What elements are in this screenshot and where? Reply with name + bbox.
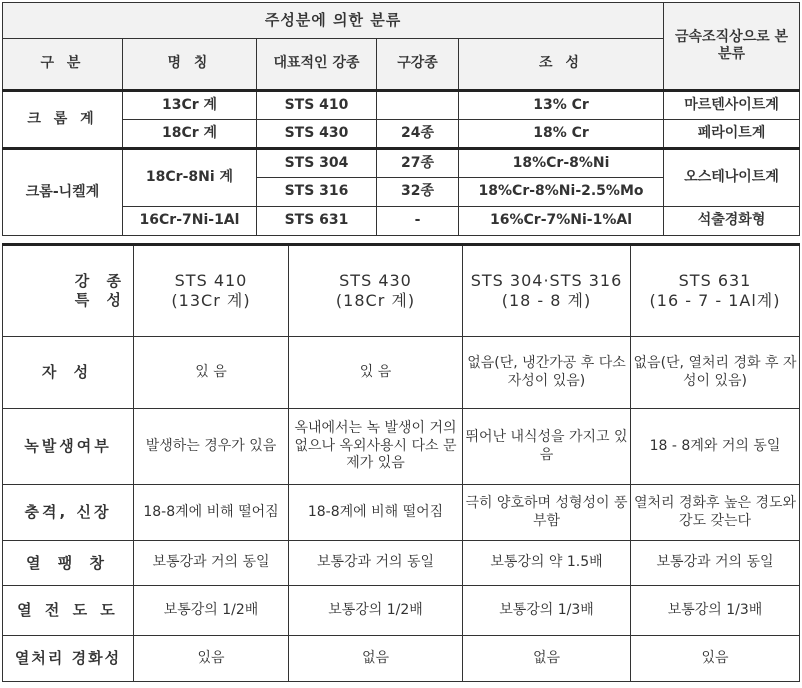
grade-code: STS 304·STS 316 [470,271,623,290]
grade-code: STS 631 [678,271,752,290]
row-grade: STS 316 [257,178,377,207]
header-composition: 조 성 [459,39,664,91]
corner-property-label: 특 성 [74,291,127,309]
header-old-grade: 구강종 [377,39,459,91]
property-cell: 보통강과 거의 동일 [134,541,289,586]
property-cell: 옥내에서는 녹 발생이 거의 없으나 옥외사용시 다소 문제가 있음 [289,409,463,485]
property-cell: 보통강의 1/3배 [463,586,631,636]
row-composition: 18%Cr-8%Ni [459,149,664,178]
row-composition: 18% Cr [459,120,664,149]
row-metal-class: 페라이트계 [664,120,800,149]
header-name: 명 칭 [123,39,257,91]
row-old-grade: 27종 [377,149,459,178]
row-grade: STS 410 [257,91,377,120]
row-composition: 18%Cr-8%Ni-2.5%Mo [459,178,664,207]
property-cell: 보통강의 1/2배 [289,586,463,636]
property-cell: 발생하는 경우가 있음 [134,409,289,485]
property-cell: 열처리 경화후 높은 경도와 강도 갖는다 [631,485,800,541]
grade-header [289,245,463,337]
row-grade: STS 430 [257,120,377,149]
property-label: 충격, 신장 [3,485,134,541]
row-old-grade: 24종 [377,120,459,149]
row-old-grade: 32종 [377,178,459,207]
property-label: 녹발생여부 [3,409,134,485]
row-grade: STS 631 [257,207,377,236]
grade-header [463,245,631,337]
grade-series: (16 - 7 - 1Al계) [649,291,781,310]
property-cell: 있음 [134,636,289,682]
grade-header [631,245,800,337]
property-cell: 보통강과 거의 동일 [289,541,463,586]
row-grade: STS 304 [257,149,377,178]
property-cell: 18-8계에 비해 떨어짐 [289,485,463,541]
properties-table [2,243,800,682]
property-cell: 18-8계에 비해 떨어짐 [134,485,289,541]
property-cell: 없음 [289,636,463,682]
property-cell: 18 - 8계와 거의 동일 [631,409,800,485]
row-name: 18Cr 계 [123,120,257,149]
row-name: 18Cr-8Ni 계 [123,149,257,207]
property-cell: 있음 [631,636,800,682]
property-label: 열 전 도 도 [3,586,134,636]
property-label: 자 성 [3,337,134,409]
property-cell: 극히 양호하며 성형성이 풍부함 [463,485,631,541]
corner-header [3,245,134,337]
row-metal-class: 석출경화형 [664,207,800,236]
grade-code: STS 430 [339,271,412,290]
property-cell: 뛰어난 내식성을 가지고 있음 [463,409,631,485]
row-name: 16Cr-7Ni-1Al [123,207,257,236]
header-grade: 대표적인 강종 [257,39,377,91]
group-chrome: 크 롬 계 [3,91,123,149]
property-cell: 없음(단, 냉간가공 후 다소 자성이 있음) [463,337,631,409]
property-cell: 보통강의 1/2배 [134,586,289,636]
row-name: 13Cr 계 [123,91,257,120]
row-composition: 13% Cr [459,91,664,120]
grade-series: (13Cr 계) [171,291,251,310]
property-cell: 보통강의 약 1.5배 [463,541,631,586]
row-metal-class: 마르텐사이트계 [664,91,800,120]
row-old-grade: - [377,207,459,236]
property-label: 열 팽 창 [3,541,134,586]
group-chrome-nickel: 크롬-니켈계 [3,149,123,236]
property-cell: 보통강의 1/3배 [631,586,800,636]
grade-series: (18 - 8 계) [501,291,592,310]
grade-series: (18Cr 계) [335,291,416,310]
grade-code: STS 410 [174,271,248,290]
classification-table [2,2,800,236]
property-cell: 있 음 [289,337,463,409]
corner-grade-label: 강 종 [74,272,127,291]
grade-header [134,245,289,337]
property-cell: 없음 [463,636,631,682]
property-label: 열처리 경화성 [3,636,134,682]
metal-class-header: 금속조직상으로 본 분류 [664,3,800,91]
header-category: 구 분 [3,39,123,91]
property-cell: 있 음 [134,337,289,409]
row-metal-class: 오스테나이트계 [664,149,800,207]
row-composition: 16%Cr-7%Ni-1%Al [459,207,664,236]
row-old-grade [377,91,459,120]
table-title: 주성분에 의한 분류 [3,3,664,39]
property-cell: 보통강과 거의 동일 [631,541,800,586]
property-cell: 없음(단, 열처리 경화 후 자성이 있음) [631,337,800,409]
